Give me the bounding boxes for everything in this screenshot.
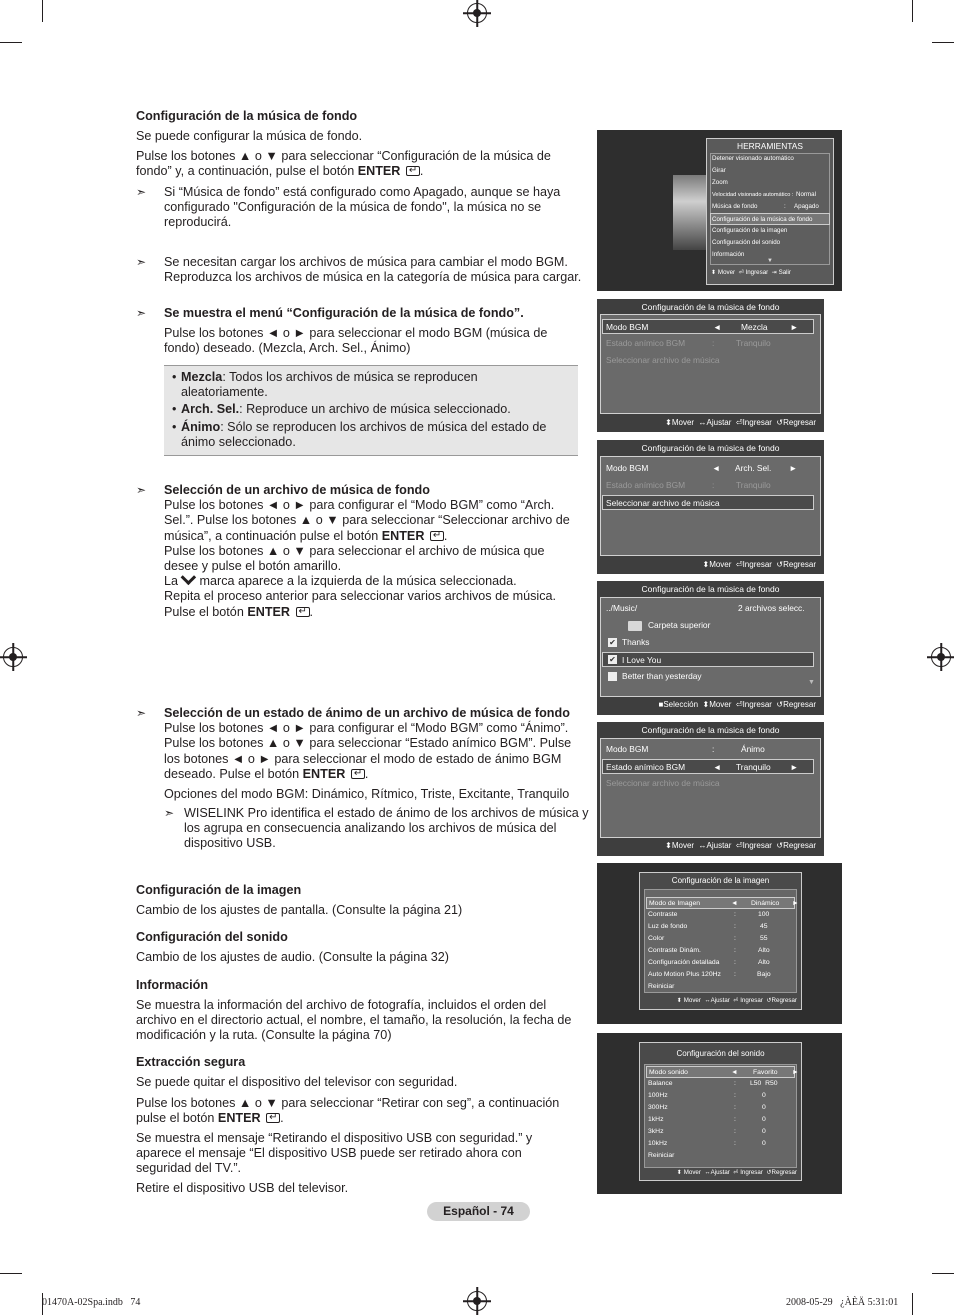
section-title-safe: Extracción segura	[136, 1055, 246, 1069]
sound-row[interactable]: 1kHz : 0	[648, 1116, 766, 1123]
crop-mark	[42, 0, 43, 22]
square-icon: ■	[658, 700, 664, 709]
return-icon: ↺	[776, 560, 784, 569]
menu-shown-text: Pulse los botones ◄ o ► para seleccionar el modo BGM (música de fondo) deseado. (Mezcla, Arch. Sel., Ánimo)	[164, 326, 548, 356]
image-row[interactable]: Luz de fondo : 45	[648, 923, 768, 930]
image-row[interactable]: Configuración detallada : Alto	[648, 959, 770, 966]
sound-settings-screen	[597, 1033, 842, 1194]
tools-item[interactable]: Configuración de la imagen	[712, 227, 788, 234]
tools-item[interactable]: Información	[712, 251, 745, 258]
sound-row[interactable]: 10kHz : 0	[648, 1140, 766, 1147]
note-arrow-icon: ➣	[136, 706, 147, 720]
tools-item-selected[interactable]: Configuración de la música de fondo	[710, 213, 830, 225]
screen-footer: ⬍Mover ↔Ajustar ⏎Ingresar ↺Regresar	[665, 418, 816, 427]
registration-mark-icon	[467, 3, 487, 23]
updown-icon: ⬍	[702, 560, 710, 569]
menu-title: Configuración de la imagen	[671, 876, 770, 885]
image-settings-menu	[639, 872, 802, 1010]
enter-icon	[430, 531, 444, 541]
crop-mark	[0, 42, 22, 43]
leftright-icon: ↔	[698, 841, 707, 850]
screen-title: Configuración de la música de fondo	[641, 725, 780, 735]
music-note-1: ➣ Si “Música de fondo” está configurado como Apagado, aunque se haya configurado "Configuración de la música de fondo", la música no se reproducirá.	[136, 185, 561, 230]
registration-mark-icon	[467, 1291, 487, 1311]
screen-footer: ⬍Mover ↔Ajustar ⏎Ingresar ↺Regresar	[665, 841, 816, 850]
image-row[interactable]: Reiniciar	[648, 983, 675, 990]
enter-icon: ⏎	[735, 841, 743, 850]
mood-options: Opciones del modo BGM: Dinámico, Rítmico, Triste, Excitante, Tranquilo	[164, 787, 570, 801]
page-number: Español - 74	[427, 1202, 530, 1221]
select-file-section: ➣ Selección de un archivo de música de fondo Pulse los botones ◄ o ► para configurar el “Modo BGM” como “Arch. Sel.”. Pulse los botones ▲ o ▼ para seleccionar “Seleccionar archivo de música”, a continuación pulse el botón ENTER ↵ . Pulse los botones ▲ o ▼ para seleccionar el archivo de música que desee y pulse el botón amarillo. La marca aparece a la izquierda de la música seleccionada. Repita el proceso anterior para seleccionar varios archivos de música. Pulse el botón ENTER ↵ .	[136, 483, 586, 620]
note-arrow-icon: ➣	[136, 483, 147, 497]
print-slug-right: 2008-05-29 ¿ÀÈÄ 5:31:01	[786, 1297, 899, 1308]
return-icon: ↺	[776, 418, 784, 427]
crop-mark	[932, 42, 954, 43]
crop-mark	[912, 1293, 913, 1315]
tools-item-music[interactable]: Música de fondo : Apagado	[712, 203, 819, 210]
select-file-row[interactable]: Seleccionar archivo de música	[602, 495, 814, 510]
sound-row[interactable]: 100Hz : 0	[648, 1092, 766, 1099]
bgm-mode-row[interactable]: Modo BGM ◄ Arch. Sel. ►	[606, 463, 798, 473]
checked-box-icon: ✔	[609, 638, 616, 647]
enter-icon: ⏎	[733, 997, 739, 1004]
mood-row: Estado anímico BGM : Tranquilo	[606, 338, 771, 348]
enter-icon	[406, 166, 420, 176]
print-slug-left: 01470A-02Spa.indb 74	[42, 1297, 141, 1308]
updown-icon: ⬍	[676, 1169, 682, 1176]
photo-thumbnail	[673, 175, 707, 250]
wiselink-note: ➣ WISELINK Pro identifica el estado de ánimo de los archivos de música y los agrupa en consecuencia analizando los archivos de música del dispositivo USB.	[164, 806, 589, 851]
tools-item[interactable]: Detener visionado automático	[712, 155, 794, 162]
bgm-screen-mood	[597, 722, 824, 856]
music-p1: Pulse los botones ▲ o ▼ para seleccionar “Configuración de la música de fondo” y, a continuación, pulse el botón ENTER ↵ .	[136, 149, 581, 179]
updown-icon: ⬍	[676, 997, 682, 1004]
scroll-down-icon: ▼	[767, 258, 773, 264]
info-text: Se muestra la información del archivo de fotografía, incluidos el orden del archivo en el directorio actual, el nombre, el tamaño, la resolución, la fecha de modificación y la ruta. (Consulte la página 70)	[136, 998, 572, 1043]
sound-row[interactable]: Balance : L50 R50	[648, 1080, 778, 1087]
sound-row[interactable]: 300Hz : 0	[648, 1104, 766, 1111]
sound-settings-menu	[639, 1042, 802, 1181]
scroll-down-icon: ▼	[808, 679, 815, 686]
registration-mark-icon	[3, 647, 23, 667]
updown-icon: ⬍	[665, 841, 672, 850]
safe-p4: Retire el dispositivo USB del televisor.	[136, 1181, 349, 1195]
updown-icon: ⬍	[665, 418, 672, 427]
tools-footer: ⬍ Mover ⏎ Ingresar ⇥ Salir	[711, 269, 791, 276]
bgm-mode-row[interactable]: Modo BGM : Ánimo	[606, 744, 765, 754]
sound-row[interactable]: 3kHz : 0	[648, 1128, 766, 1135]
unchecked-box-icon	[608, 672, 617, 681]
menu-title: Configuración del sonido	[676, 1049, 765, 1058]
leftright-icon: ↔	[704, 997, 711, 1004]
bgm-mode-row[interactable]: Modo BGM ◄ Mezcla ►	[602, 319, 814, 334]
image-row[interactable]: Contraste : 100	[648, 911, 770, 918]
note-arrow-icon: ➣	[136, 185, 147, 199]
tools-item[interactable]: Configuración del sonido	[712, 239, 781, 246]
image-text: Cambio de los ajustes de pantalla. (Consulte la página 21)	[136, 903, 463, 917]
file-row[interactable]: Better than yesterday	[602, 669, 816, 684]
screen-footer: ■Selección ⬍Mover ⏎Ingresar ↺Regresar	[658, 700, 816, 709]
enter-icon: ⏎	[735, 560, 743, 569]
bgm-screen-file	[597, 440, 824, 574]
enter-icon	[351, 769, 365, 779]
section-title-music: Configuración de la música de fondo	[136, 109, 358, 123]
registration-mark-icon	[931, 647, 951, 667]
image-row[interactable]: Auto Motion Plus 120Hz : Bajo	[648, 971, 771, 978]
enter-icon: ⏎	[738, 269, 744, 276]
mood-row: Estado anímico BGM : Tranquilo	[606, 480, 771, 490]
enter-icon: ⏎	[735, 418, 743, 427]
folder-icon	[628, 621, 642, 631]
note-arrow-icon: ➣	[136, 255, 147, 269]
bgm-file-list-screen	[597, 581, 824, 715]
tools-menu	[706, 138, 834, 285]
return-icon: ↺	[766, 997, 772, 1004]
tools-item-speed[interactable]: Velocidad visionado automático : Normal	[712, 191, 816, 198]
safe-p2: Pulse los botones ▲ o ▼ para seleccionar “Retirar con seg”, a continuación pulse el botón ENTER ↵ .	[136, 1096, 586, 1126]
enter-icon	[266, 1113, 280, 1123]
menu-footer: ⬍ Mover ↔Ajustar ⏎ Ingresar ↺Regresar	[676, 1169, 797, 1176]
exit-icon: ⇥	[771, 269, 777, 276]
crop-mark	[932, 1273, 954, 1274]
screen-title: Configuración de la música de fondo	[641, 443, 780, 453]
updown-icon: ⬍	[702, 700, 710, 709]
sound-text: Cambio de los ajustes de audio. (Consulte la página 32)	[136, 950, 449, 964]
select-file-row: Seleccionar archivo de música	[606, 355, 720, 365]
section-title-image: Configuración de la imagen	[136, 883, 302, 897]
image-settings-screen	[597, 863, 842, 1024]
image-row[interactable]: Contraste Dinám. : Alto	[648, 947, 770, 954]
screen-title: Configuración de la música de fondo	[641, 302, 780, 312]
note-arrow-icon: ➣	[164, 806, 175, 820]
tools-item[interactable]: Girar	[712, 167, 726, 174]
select-mood-section: ➣ Selección de un estado de ánimo de un archivo de música de fondo Pulse los botones ◄ o ► para configurar el “Modo BGM” como “Ánimo”. Pulse los botones ▲ o ▼ para seleccionar “Estado anímico BGM”. Pulse los botones ◄ o ► para seleccionar el modo de estado de ánimo BGM deseado. Pulse el botón ENTER ↵ .	[136, 706, 591, 782]
tools-title: HERRAMIENTAS	[737, 141, 803, 151]
enter-icon: ⏎	[733, 1169, 739, 1176]
crop-mark	[912, 0, 913, 22]
file-row[interactable]: ✔ Thanks	[609, 637, 650, 647]
return-icon: ↺	[776, 700, 784, 709]
crop-mark	[0, 1273, 22, 1274]
music-intro: Se puede configurar la música de fondo.	[136, 129, 363, 143]
note-arrow-icon: ➣	[136, 306, 147, 320]
section-title-info: Información	[136, 978, 209, 992]
safe-p1: Se puede quitar el dispositivo del televisor con seguridad.	[136, 1075, 458, 1089]
parent-folder-row[interactable]: Carpeta superior	[602, 618, 816, 633]
return-icon: ↺	[776, 841, 784, 850]
sound-row-selected[interactable]: Modo sonido ◄ Favorito ►	[646, 1066, 795, 1078]
bgm-screen-mix	[597, 299, 824, 432]
path-row: ../Music/ 2 archivos selecc.	[606, 603, 805, 613]
screen-footer: ⬍Mover ⏎Ingresar ↺Regresar	[702, 560, 816, 569]
mood-row[interactable]: Estado anímico BGM ◄ Tranquilo ►	[602, 759, 814, 774]
enter-icon	[296, 607, 310, 617]
image-row-selected[interactable]: Modo de Imagen ◄ Dinámico ►	[646, 897, 795, 909]
image-row[interactable]: Color : 55	[648, 935, 768, 942]
sound-row[interactable]: Reiniciar	[648, 1152, 675, 1159]
tools-item[interactable]: Zoom	[712, 179, 728, 186]
leftright-icon: ↔	[698, 418, 707, 427]
select-file-row: Seleccionar archivo de música	[606, 778, 720, 788]
screen-title: Configuración de la música de fondo	[641, 584, 780, 594]
menu-footer: ⬍ Mover ↔Ajustar ⏎ Ingresar ↺Regresar	[676, 997, 797, 1004]
return-icon: ↺	[766, 1169, 772, 1176]
updown-icon: ⬍	[711, 269, 717, 276]
enter-icon: ⏎	[735, 700, 743, 709]
leftright-icon: ↔	[704, 1169, 711, 1176]
menu-shown-note: ➣ Se muestra el menú “Configuración de la música de fondo”.	[136, 306, 524, 320]
section-title-sound: Configuración del sonido	[136, 930, 288, 944]
tools-screen	[597, 130, 842, 291]
checked-box-icon: ✔	[609, 655, 616, 664]
bgm-mode-bullets: • Mezcla: Todos los archivos de música se reproducen aleatoriamente. • Arch. Sel.: Reproduce un archivo de música seleccionado. • Ánimo: Sólo se reproducen los archivos de música del estado de ánimo seleccionado.	[172, 370, 547, 449]
file-row-selected[interactable]: ✔ I Love You	[602, 652, 814, 667]
safe-p3: Se muestra el mensaje “Retirando el dispositivo USB con seguridad.” y aparece el mensaje “El dispositivo USB puede ser retirado ahora con seguridad del TV.”.	[136, 1131, 533, 1176]
music-note-2: ➣ Se necesitan cargar los archivos de música para cambiar el modo BGM. Reproduzca los archivos de música en la categoría de música para cargar.	[136, 255, 582, 285]
